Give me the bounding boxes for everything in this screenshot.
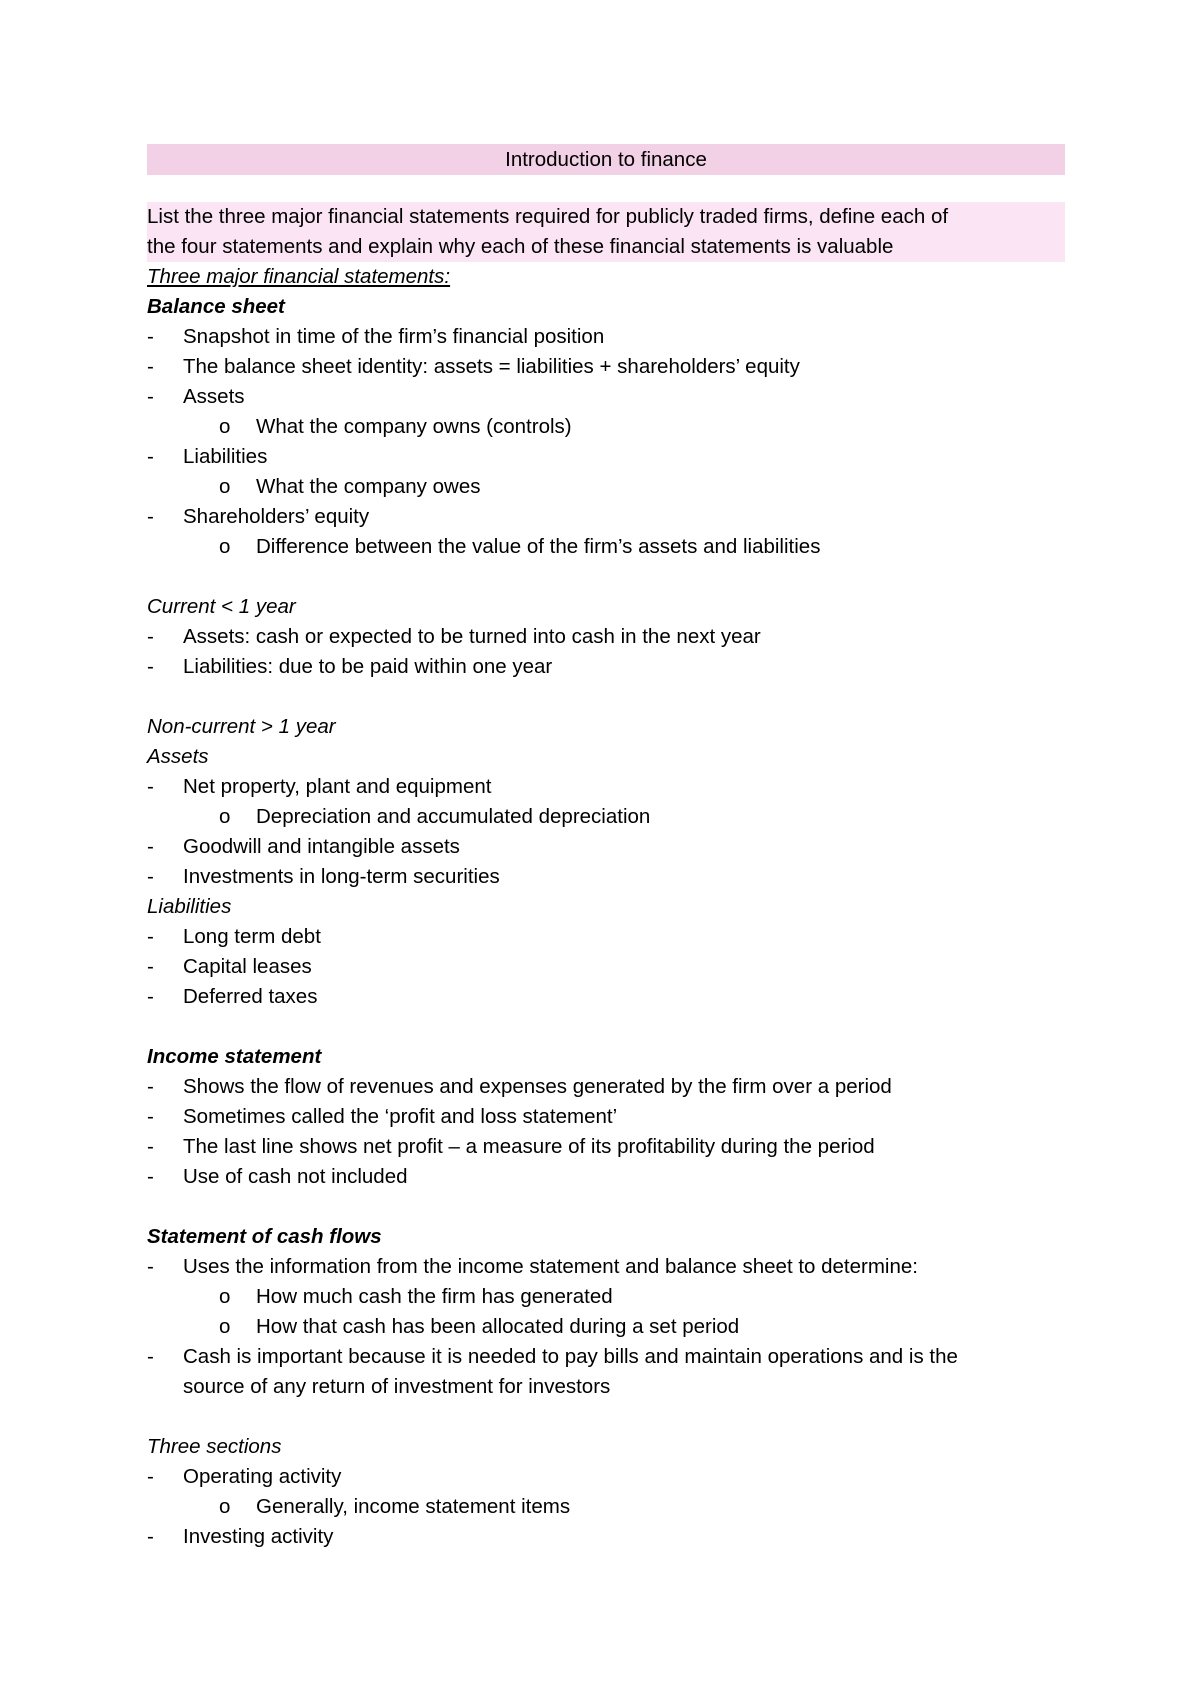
income-statement-heading: Income statement — [147, 1045, 322, 1068]
question-line: the four statements and explain why each of these financial statements is valuable — [147, 235, 894, 258]
list-item-text: Generally, income statement items — [256, 1495, 571, 1518]
list-item-text: Goodwill and intangible assets — [183, 835, 460, 858]
bullet-marker: o — [219, 1315, 231, 1338]
dash-marker: - — [147, 865, 154, 888]
list-item-text: Deferred taxes — [183, 985, 318, 1008]
list-item — [147, 982, 1065, 1012]
dash-marker: - — [147, 1075, 154, 1098]
dash-marker: - — [147, 1135, 154, 1158]
bullet-marker: o — [219, 415, 231, 438]
dash-marker: - — [147, 385, 154, 408]
dash-marker: - — [147, 355, 154, 378]
question-line: List the three major financial statements required for publicly traded firms, define each of — [147, 205, 949, 228]
list-item-text: Operating activity — [183, 1465, 342, 1488]
list-item-text: What the company owes — [256, 475, 481, 498]
list-item — [147, 862, 1065, 892]
list-item — [147, 622, 1065, 652]
bullet-marker: o — [219, 535, 231, 558]
list-item-text: The balance sheet identity: assets = liabilities + shareholders’ equity — [183, 355, 800, 378]
dash-marker: - — [147, 1465, 154, 1488]
dash-marker: - — [147, 625, 154, 648]
list-item — [147, 1522, 1065, 1552]
list-item — [147, 652, 1065, 682]
list-item — [147, 1072, 1065, 1102]
list-item-text: Investments in long-term securities — [183, 865, 500, 888]
dash-marker: - — [147, 985, 154, 1008]
list-item — [147, 502, 1065, 532]
liabilities-subheading: Liabilities — [147, 895, 232, 918]
list-item-text: Difference between the value of the firm’s assets and liabilities — [256, 535, 821, 558]
list-item-text: Use of cash not included — [183, 1165, 408, 1188]
list-item — [147, 832, 1065, 862]
cash-flows-heading: Statement of cash flows — [147, 1225, 382, 1248]
document-title: Introduction to finance — [147, 144, 1065, 175]
list-item-text: Assets: cash or expected to be turned into cash in the next year — [183, 625, 761, 648]
dash-marker: - — [147, 1105, 154, 1128]
assets-subheading: Assets — [147, 745, 209, 768]
spacer — [147, 1402, 1065, 1432]
list-item-text: Shareholders’ equity — [183, 505, 370, 528]
bullet-marker: o — [219, 1285, 231, 1308]
list-item-text: Net property, plant and equipment — [183, 775, 492, 798]
bullet-marker: o — [219, 805, 231, 828]
spacer — [147, 682, 1065, 712]
list-item — [147, 952, 1065, 982]
list-item-text: The last line shows net profit – a measure of its profitability during the period — [183, 1135, 875, 1158]
dash-marker: - — [147, 955, 154, 978]
list-item-text: Liabilities — [183, 445, 268, 468]
balance-sheet-heading: Balance sheet — [147, 295, 285, 318]
list-item — [147, 322, 1065, 352]
list-item — [147, 922, 1065, 952]
list-item-text: Capital leases — [183, 955, 312, 978]
sub-list-item — [147, 802, 1065, 832]
dash-marker: - — [147, 1525, 154, 1548]
list-item — [147, 1162, 1065, 1192]
sub-list-item — [147, 472, 1065, 502]
list-item-text: How much cash the firm has generated — [256, 1285, 613, 1308]
dash-marker: - — [147, 505, 154, 528]
non-current-heading: Non-current > 1 year — [147, 715, 336, 738]
list-item-text: Sometimes called the ‘profit and loss statement’ — [183, 1105, 618, 1128]
question-block — [147, 202, 1065, 262]
three-sections-heading: Three sections — [147, 1435, 282, 1458]
dash-marker: - — [147, 1255, 154, 1278]
list-item — [147, 1342, 1065, 1372]
list-item — [147, 1252, 1065, 1282]
list-item-text: How that cash has been allocated during a set period — [256, 1315, 740, 1338]
list-item-text: Assets — [183, 385, 245, 408]
list-item-text: What the company owns (controls) — [256, 415, 572, 438]
intro-heading: Three major financial statements: — [147, 265, 451, 288]
list-item — [147, 1132, 1065, 1162]
dash-marker: - — [147, 925, 154, 948]
list-item — [147, 772, 1065, 802]
sub-list-item — [147, 1282, 1065, 1312]
list-item-text: Uses the information from the income statement and balance sheet to determine: — [183, 1255, 918, 1278]
current-heading: Current < 1 year — [147, 595, 296, 618]
spacer — [147, 1192, 1065, 1222]
list-item — [147, 352, 1065, 382]
list-item-continuation — [147, 1372, 1065, 1402]
sub-list-item — [147, 532, 1065, 562]
list-item-text: source of any return of investment for investors — [183, 1375, 611, 1398]
sub-list-item — [147, 412, 1065, 442]
list-item — [147, 1462, 1065, 1492]
dash-marker: - — [147, 325, 154, 348]
list-item-text: Depreciation and accumulated depreciation — [256, 805, 651, 828]
sub-list-item — [147, 1492, 1065, 1522]
spacer — [147, 562, 1065, 592]
dash-marker: - — [147, 655, 154, 678]
list-item-text: Cash is important because it is needed to pay bills and maintain operations and is the — [183, 1345, 958, 1368]
dash-marker: - — [147, 1165, 154, 1188]
spacer — [147, 1012, 1065, 1042]
dash-marker: - — [147, 775, 154, 798]
list-item-text: Investing activity — [183, 1525, 334, 1548]
document-page — [147, 144, 1065, 1552]
dash-marker: - — [147, 835, 154, 858]
list-item-text: Snapshot in time of the firm’s financial position — [183, 325, 605, 348]
bullet-marker: o — [219, 475, 231, 498]
list-item — [147, 442, 1065, 472]
dash-marker: - — [147, 445, 154, 468]
list-item-text: Shows the flow of revenues and expenses generated by the firm over a period — [183, 1075, 892, 1098]
list-item — [147, 1102, 1065, 1132]
list-item-text: Liabilities: due to be paid within one year — [183, 655, 553, 678]
bullet-marker: o — [219, 1495, 231, 1518]
sub-list-item — [147, 1312, 1065, 1342]
dash-marker: - — [147, 1345, 154, 1368]
list-item — [147, 382, 1065, 412]
list-item-text: Long term debt — [183, 925, 321, 948]
